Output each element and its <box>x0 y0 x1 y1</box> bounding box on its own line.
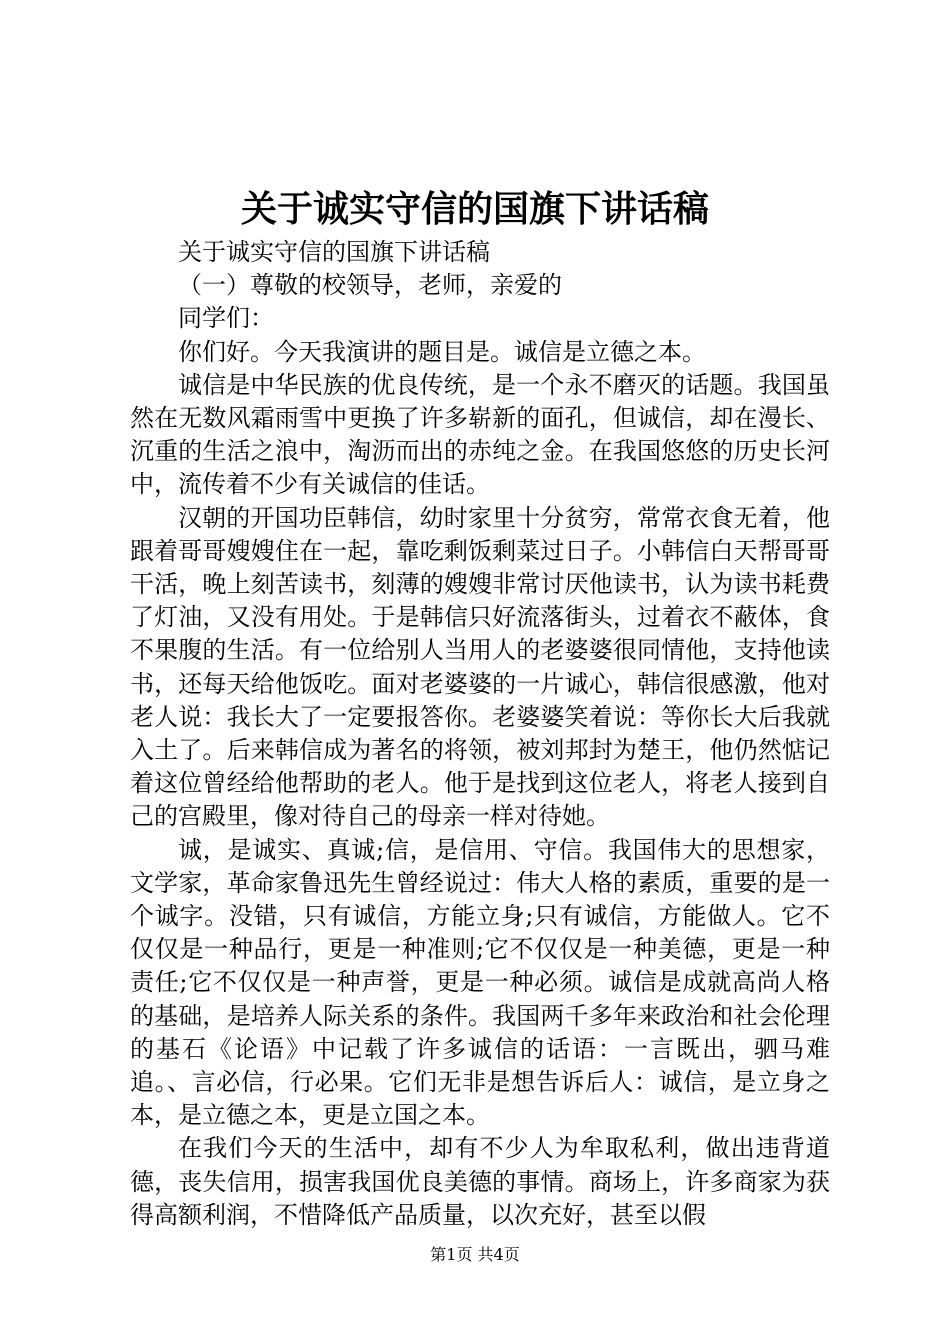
document-body <box>130 236 830 1232</box>
paragraph-body: 在我们今天的生活中，却有不少人为牟取私利，做出违背道德，丧失信用，损害我国优良美德的事情。商场上，许多商家为获得高额利润，不惜降低产品质量，以次充好，甚至以假 <box>130 1134 830 1229</box>
page-footer: 第1页 共4页 <box>430 1245 520 1264</box>
paragraph-greeting: 你们好。今天我演讲的题目是。诚信是立德之本。 <box>178 337 706 366</box>
paragraph-body: 汉朝的开国功臣韩信，幼时家里十分贫穷，常常衣食无着，他跟着哥哥嫂嫂住在一起，靠吃剩饭剩菜过日子。小韩信白天帮哥哥干活，晚上刻苦读书，刻薄的嫂嫂非常讨厌他读书，认为读书耗费了灯油，又没有用处。于是韩信只好流落街头，过着衣不蔽体，食不果腹的生活。有一位给别人当用人的老婆婆很同情他，支持他读书，还每天给他饭吃。面对老婆婆的一片诚心，韩信很感激，他对老人说：我长大了一定要报答你。老婆婆笑着说：等你长大后我就入土了。后来韩信成为著名的将领，被刘邦封为楚王，他仍然惦记着这位曾经给他帮助的老人。他于是找到这位老人，将老人接到自己的宫殿里，像对待自己的母亲一样对待她。 <box>130 503 830 831</box>
document-title: 关于诚实守信的国旗下讲话稿 <box>240 188 709 230</box>
paragraph-body: 诚，是诚实、真诚;信，是信用、守信。我国伟大的思想家，文学家，革命家鲁迅先生曾经说过：伟大人格的素质，重要的是一个诚字。没错，只有诚信，方能立身;只有诚信，方能做人。它不仅仅是一种品行，更是一种准则;它不仅仅是一种美德，更是一种责任;它不仅仅是一种声誉，更是一种必须。诚信是成就高尚人格的基础，是培养人际关系的条件。我国两千多年来政治和社会伦理的基石《论语》中记载了许多诚信的话语：一言既出，驷马难追。、言必信，行必果。它们无非是想告诉后人：诚信，是立身之本，是立德之本，更是立国之本。 <box>130 835 830 1130</box>
paragraph-salutation-cont: 同学们： <box>178 304 274 333</box>
paragraph-salutation: （一）尊敬的校领导，老师，亲爱的 <box>178 271 562 300</box>
paragraph-body: 诚信是中华民族的优良传统，是一个永不磨灭的话题。我国虽然在无数风霜雨雪中更换了许多崭新的面孔，但诚信，却在漫长、沉重的生活之浪中，淘沥而出的赤纯之金。在我国悠悠的历史长河中，流传着不少有关诚信的佳话。 <box>130 370 830 499</box>
paragraph-subtitle: 关于诚实守信的国旗下讲话稿 <box>178 238 490 266</box>
